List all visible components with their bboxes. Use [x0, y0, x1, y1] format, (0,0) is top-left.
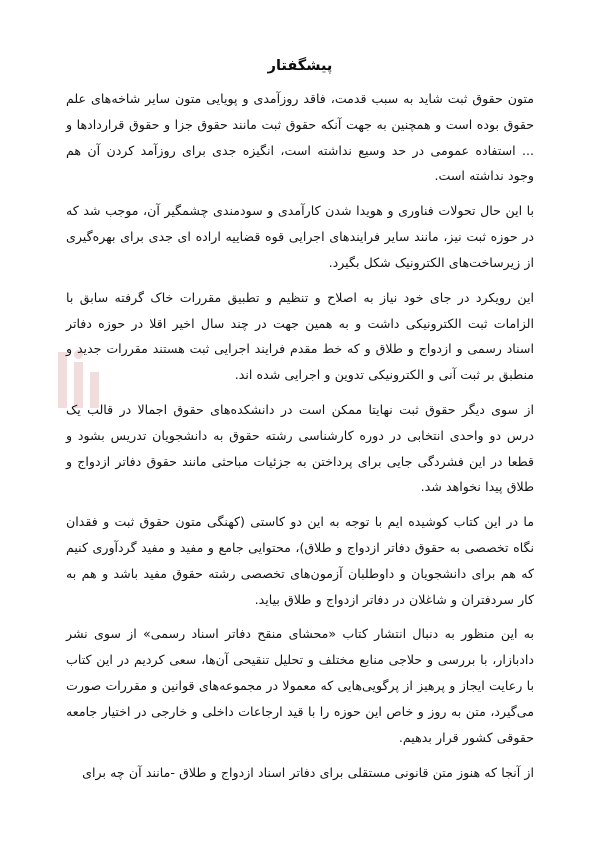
paragraph-6: به این منظور به دنبال انتشار کتاب «محشای منقح دفاتر اسناد رسمی» از سوی نشر دادبازار، با بررسی و حلاجی منابع مختلف و تحلیل تنقیحی آن‌ها، سعی کردیم در این کتاب با رعایت ایجاز و پرهیز از پرگویی‌هایی که معمولا در مجموعه‌های قوانین و مقررات صورت می‌گیرد، متن به روز و خاص این حوزه را با قید ارجاعات داخلی و خارجی در اختیار جامعه حقوقی کشور قرار بدهیم.: [66, 626, 534, 745]
paragraph-2: با این حال تحولات فناوری و هویدا شدن کارآمدی و سودمندی چشمگیر آن، موجب شد که در حوزه ثبت نیز، مانند سایر فرایندهای اجرایی قوه قضاییه اراده ای جدی برای بهره‌گیری از زیرساخت‌های الکترونیک شکل بگیرد.: [66, 203, 534, 270]
paragraph-5: ما در این کتاب کوشیده ایم با توجه به این دو کاستی (کهنگی متون حقوق ثبت و فقدان نگاه تخصصی به حقوق دفاتر ازدواج و طلاق)، محتوایی جامع و مفید و مفید گردآوری کنیم که هم برای دانشجویان و داوطلبان آزمون‌های تخصصی رشته حقوق مفید باشد و هم به کار سردفتران و شاغلان در دفاتر ازدواج و طلاق بیاید.: [66, 514, 534, 607]
paragraph-4: از سوی دیگر حقوق ثبت نهایتا ممکن است در دانشکده‌های حقوق اجمالا در قالب یک درس دو واحدی انتخابی در دوره کارشناسی رشته حقوق به دانشجویان تدریس بشود و قطعا در این فشردگی جایی برای پرداختن به جزئیات مباحثی مانند حقوق دفاتر ازدواج و طلاق پیدا نخواهد شد.: [66, 401, 534, 495]
page-title: پیشگفتار: [267, 58, 333, 74]
paragraph-7: از آنجا که هنوز متن قانونی مستقلی برای دفاتر اسناد ازدواج و طلاق -مانند آن چه برای: [82, 764, 534, 780]
paragraph-3: این رویکرد در جای خود نیاز به اصلاح و تنظیم و تطبیق مقررات خاک گرفته سابق با الزامات ثبت الکترونیکی داشت و به همین جهت در چند سال اخیر اقلا در حوزه دفاتر اسناد رسمی و ازدواج و طلاق و که خط مقدم فرایند اجرایی ثبت هستند مقررات جدید و منطبق بر ثبت آنی و الکترونیکی تدوین و اجرایی شده اند.: [66, 289, 534, 383]
paragraph-1: متون حقوق ثبت شاید به سبب قدمت، فاقد روزآمدی و پویایی متون سایر شاخه‌های علم حقوق بوده است و همچنین به جهت آنکه حقوق ثبت مانند حقوق جزا و حقوق قراردادها و ... استفاده عمومی در حد وسیع نداشته است، انگیزه جدی برای روزآمد کردن آن هم وجود نداشته است.: [66, 91, 534, 184]
